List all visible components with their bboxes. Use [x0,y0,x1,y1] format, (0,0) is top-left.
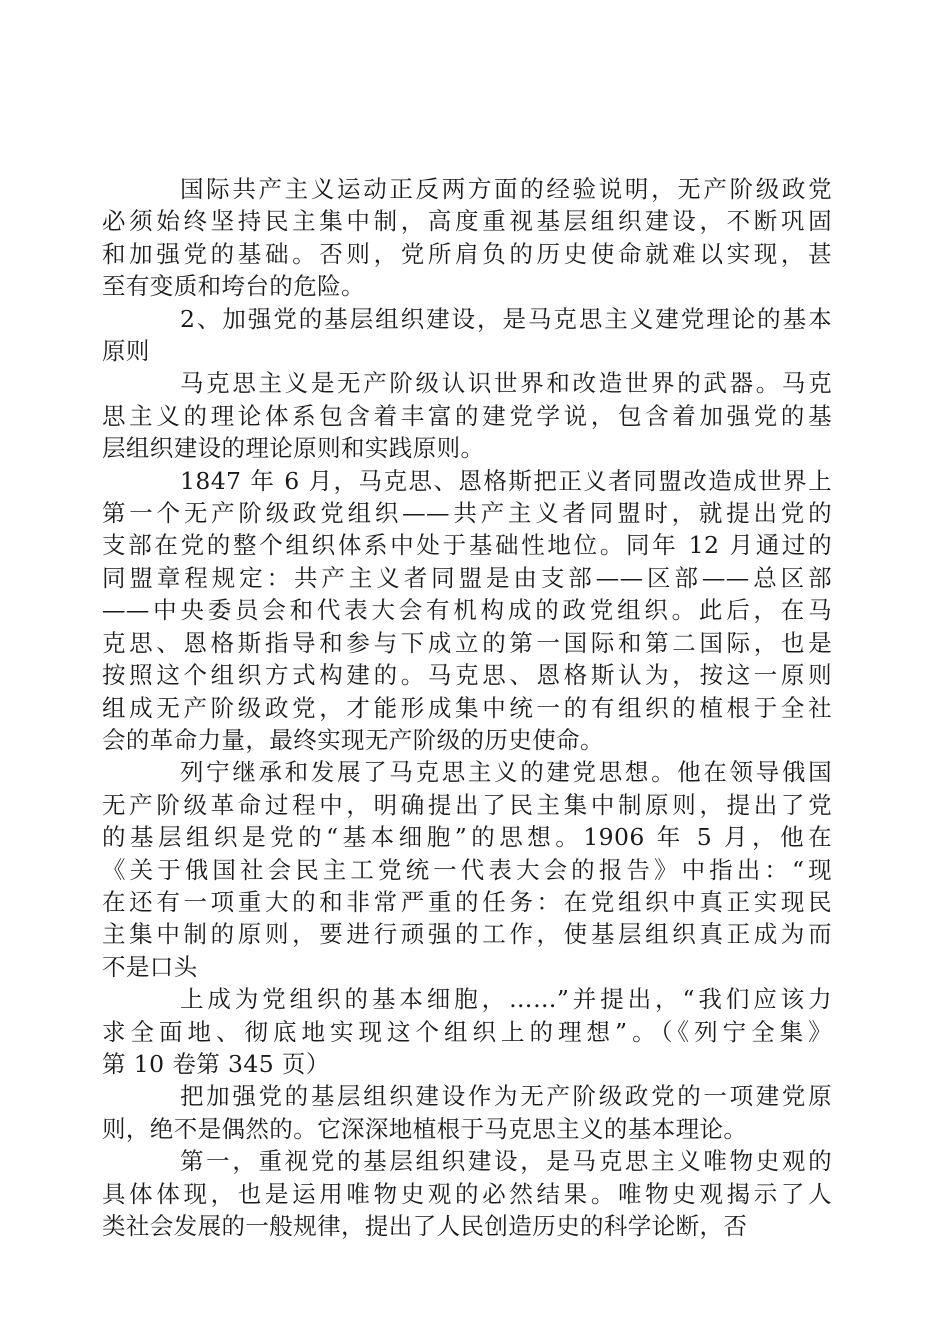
text-line: 第 10 卷第 345 页） [102,1049,330,1078]
text-line: 上成为党组织的基本细胞，……”并提出，“我们应该力 [180,985,832,1014]
text-line: 原则 [102,337,150,366]
text-line: 的基层组织是党的“基本细胞”的思想。1906 年 5 月，他在 [102,823,832,852]
paragraph-p6 [102,983,832,1080]
text-line: 则，绝不是偶然的。它深深地植根于马克思主义的基本理论。 [102,1114,748,1143]
paragraph-p8 [102,1145,832,1242]
text-line: 克思、恩格斯指导和参与下成立的第一国际和第二国际，也是 [102,628,832,657]
text-line: 1847 年 6 月，马克思、恩格斯把正义者同盟改造成世界上 [180,466,832,495]
text-line: 必须始终坚持民主集中制，高度重视基层组织建设，不断巩固 [102,207,832,236]
text-line: 第一个无产阶级政党组织——共产主义者同盟时，就提出党的 [102,499,832,528]
text-line: 国际共产主义运动正反两方面的经验说明，无产阶级政党 [180,175,832,203]
text-line: 主集中制的原则，要进行顽强的工作，使基层组织真正成为而 [102,920,832,949]
text-line: 在还有一项重大的和非常严重的任务：在党组织中真正实现民 [102,887,832,916]
paragraph-p7 [102,1080,832,1145]
text-line: 《关于俄国社会民主工党统一代表大会的报告》中指出：“现 [102,855,832,884]
text-line: 组成无产阶级政党，才能形成集中统一的有组织的植根于全社 [102,693,832,722]
text-line: 会的革命力量，最终实现无产阶级的历史使命。 [102,725,604,754]
paragraph-p1 [102,173,832,303]
text-line: 第一，重视党的基层组织建设，是马克思主义唯物史观的 [180,1147,832,1176]
text-line: 和加强党的基础。否则，党所肩负的历史使命就难以实现，甚 [102,239,832,268]
text-line: 类社会发展的一般规律，提出了人民创造历史的科学论断，否 [102,1212,748,1240]
text-line: 不是口头 [102,952,198,981]
text-line: 马克思主义是无产阶级认识世界和改造世界的武器。马克 [180,369,832,398]
paragraph-p3 [102,367,832,464]
text-line: 2、加强党的基层组织建设，是马克思主义建党理论的基本 [180,304,832,333]
document-page [102,173,832,1242]
paragraph-p5 [102,756,832,983]
text-line: 无产阶级革命过程中，明确提出了民主集中制原则，提出了党 [102,790,832,819]
text-line: 至有变质和垮台的危险。 [102,272,365,301]
text-line: ——中央委员会和代表大会有机构成的政党组织。此后，在马 [102,596,832,625]
text-line: 按照这个组织方式构建的。马克思、恩格斯认为，按这一原则 [102,661,832,690]
text-line: 具体体现，也是运用唯物史观的必然结果。唯物史观揭示了人 [102,1179,832,1208]
paragraph-p2 [102,303,832,368]
text-line: 支部在党的整个组织体系中处于基础性地位。同年 12 月通过的 [102,531,832,560]
text-line: 求全面地、彻底地实现这个组织上的理想”。（《列宁全集》 [102,1017,832,1046]
text-line: 列宁继承和发展了马克思主义的建党思想。他在领导俄国 [180,758,832,787]
text-line: 层组织建设的理论原则和实践原则。 [102,434,485,463]
text-line: 同盟章程规定：共产主义者同盟是由支部——区部——总区部 [102,563,832,592]
paragraph-p4 [102,465,832,757]
text-line: 思主义的理论体系包含着丰富的建党学说，包含着加强党的基 [102,401,832,430]
text-line: 把加强党的基层组织建设作为无产阶级政党的一项建党原 [180,1082,832,1111]
